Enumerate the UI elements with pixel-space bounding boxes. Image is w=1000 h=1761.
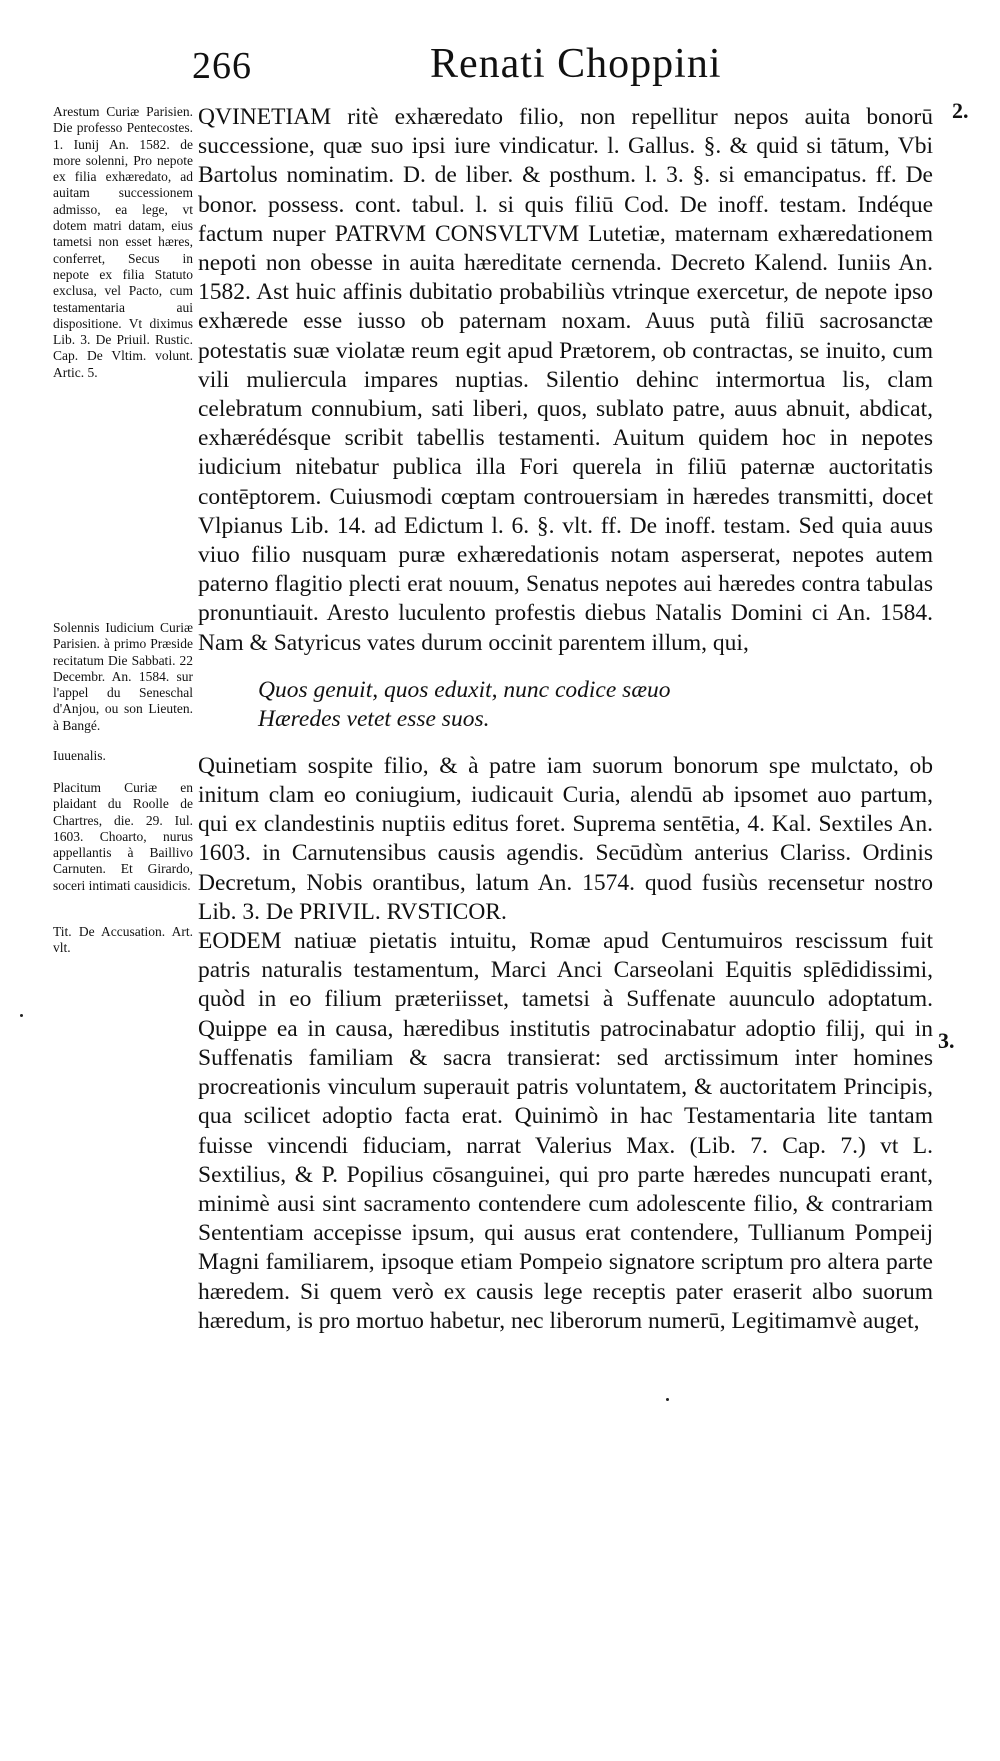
- page-number: 266: [192, 45, 252, 87]
- ink-speck: [20, 1014, 23, 1017]
- running-title: Renati Choppini: [430, 41, 722, 87]
- margin-note: Arestum Curiæ Parisien. Die professo Pentecostes. 1. Iunij An. 1582. de more solenni, Pro nepote ex filia exhæredato, ad auitam successionem admisso, ea lege, vt dotem matri datam, eius tametsi non esset hæres, conferret, Secus in nepote ex filia Statuto exclusa, vel Pacto, cum testamentaria aui dispositione. Vt diximus Lib. 3. De Priuil. Rustic. Cap. De Vltim. volunt. Artic. 5.: [53, 104, 193, 380]
- verse-line: Quos genuit, quos eduxit, nunc codice sæuo: [258, 676, 671, 703]
- verse-quotation: [258, 676, 933, 734]
- margin-note: Solennis Iudicium Curiæ Parisien. à primo Præside recitatum Die Sabbati. 22 Decembr. An. 1584. sur l'appel du Seneschal d'Anjou, ou son Lieuten. à Bangé.: [53, 620, 193, 733]
- verse-line: Hæredes vetet esse suos.: [258, 705, 490, 732]
- margin-note: Placitum Curiæ en plaidant du Roolle de Chartres, die. 29. Iul. 1603. Choarto, nurus appellantis à Baillivo Carnuten. Et Girardo, soceri intimati causidicis.: [53, 780, 193, 893]
- margin-note: Iuuenalis.: [53, 748, 106, 763]
- ink-speck: [666, 1398, 669, 1401]
- paragraph: QVINETIAM ritè exhæredato filio, non repellitur nepos auita bonorū successione, quæ suo ipsi iure vindicatur. l. Gallus. §. & quid si tātum, Vbi Bartolus nominatim. D. de liber. & posthum. l. 3. §. si emancipatus. ff. De bonor. possess. cont. tabul. l. si quis filiū Cod. De inoff. testam. Indéque factum nuper PATRVM CONSVLTVM Lutetiæ, maternam exhæredationem nepoti non obesse in auita hæreditate cernenda. Decreto Kalend. Iuniis An. 1582. Ast huic affinis dubitatio probabiliùs vtrinque exercetur, de nepote ipso exhærede esse iusso ob paternam noxam. Auus putà filiū sacrosanctæ potestatis suæ violatæ reum egit apud Prætorem, ob contractas, se inuito, cum vili muliercula impares nuptias. Silentio dehinc intermortua lis, clam celebratum connubium, sati liberi, quos, sublato patre, auus abnuit, abdicat, exhærédésque scribit tabellis testamenti. Auitum quidem hoc in nepotes iudicium nitebatur publica illa Fori querela in filiū paternæ auctoritatis contēptorem. Cuiusmodi cœptam controuersiam in hæredes transmitti, docet Vlpianus Lib. 14. ad Edictum l. 6. §. vlt. ff. De inoff. testam. Sed quia auus viuo filio nusquam puræ exhæredationis notam asperserat, nepotes autem paterno flagitio plecti erat nouum, Senatus nepotes aui hæredes contra tabulas pronuntiauit. Aresto luculento profestis diebus Natalis Domini ci An. 1584. Nam & Satyricus vates durum occinit parentem illum, qui,: [198, 104, 933, 656]
- paragraph: EODEM natiuæ pietatis intuitu, Romæ apud Centumuiros rescissum fuit patris naturalis testamentum, Marci Anci Carseolani Equitis splēdidissimi, quòd in eo filium præteriisset, tametsi à Suffenate auunculo adoptatum. Quippe ea in causa, hæredibus institutis patrocinabatur adoptio filij, qui in Suffenatis familiam & sacra transierat: sed arctissimum inter homines procreationis vinculum superauit patris voluntatem, & auctoritatem Principis, qua scilicet adoptio facta erat. Quinimò in hac Testamentaria lite tantam fuisse vincendi fiduciam, narrat Valerius Max. (Lib. 7. Cap. 7.) vt L. Sextilius, & P. Popilius cōsanguinei, qui pro parte hæredes nuncupati erant, minimè ausi sint sacramento contendere cum adolescente filio, & contrariam Sententiam accepisse ipsum, qui ausus erat contendere, Tullianum Pompeij Magni familiarem, ipsoque etiam Pompeio signatore scriptum pro altera parte hæredem. Si quem verò ex causis lege receptis pater eraserit albo suorum hæredum, is pro mortuo habetur, nec liberorum numerū, Legitimamvè auget,: [198, 928, 933, 1334]
- margin-note: Tit. De Accusation. Art. vlt.: [53, 924, 193, 956]
- section-number: 2.: [952, 98, 969, 123]
- paragraph: Quinetiam sospite filio, & à patre iam suorum bonorum spe mulctato, ob initum clam eo coniugium, iudicauit Curia, alendū ab ipsomet auo partum, qui ex clandestinis nuptiis editus foret. Suprema sentētia, 4. Kal. Sextiles An. 1603. in Carnutensibus causis agendis. Secūdùm anterius Clariss. Ordinis Decretum, Nobis orantibus, latum An. 1574. quod fusiùs recensetur nostro Lib. 3. De PRIVIL. RVSTICOR.: [198, 752, 933, 925]
- section-number: 3.: [938, 1028, 955, 1053]
- main-text: [198, 103, 933, 1336]
